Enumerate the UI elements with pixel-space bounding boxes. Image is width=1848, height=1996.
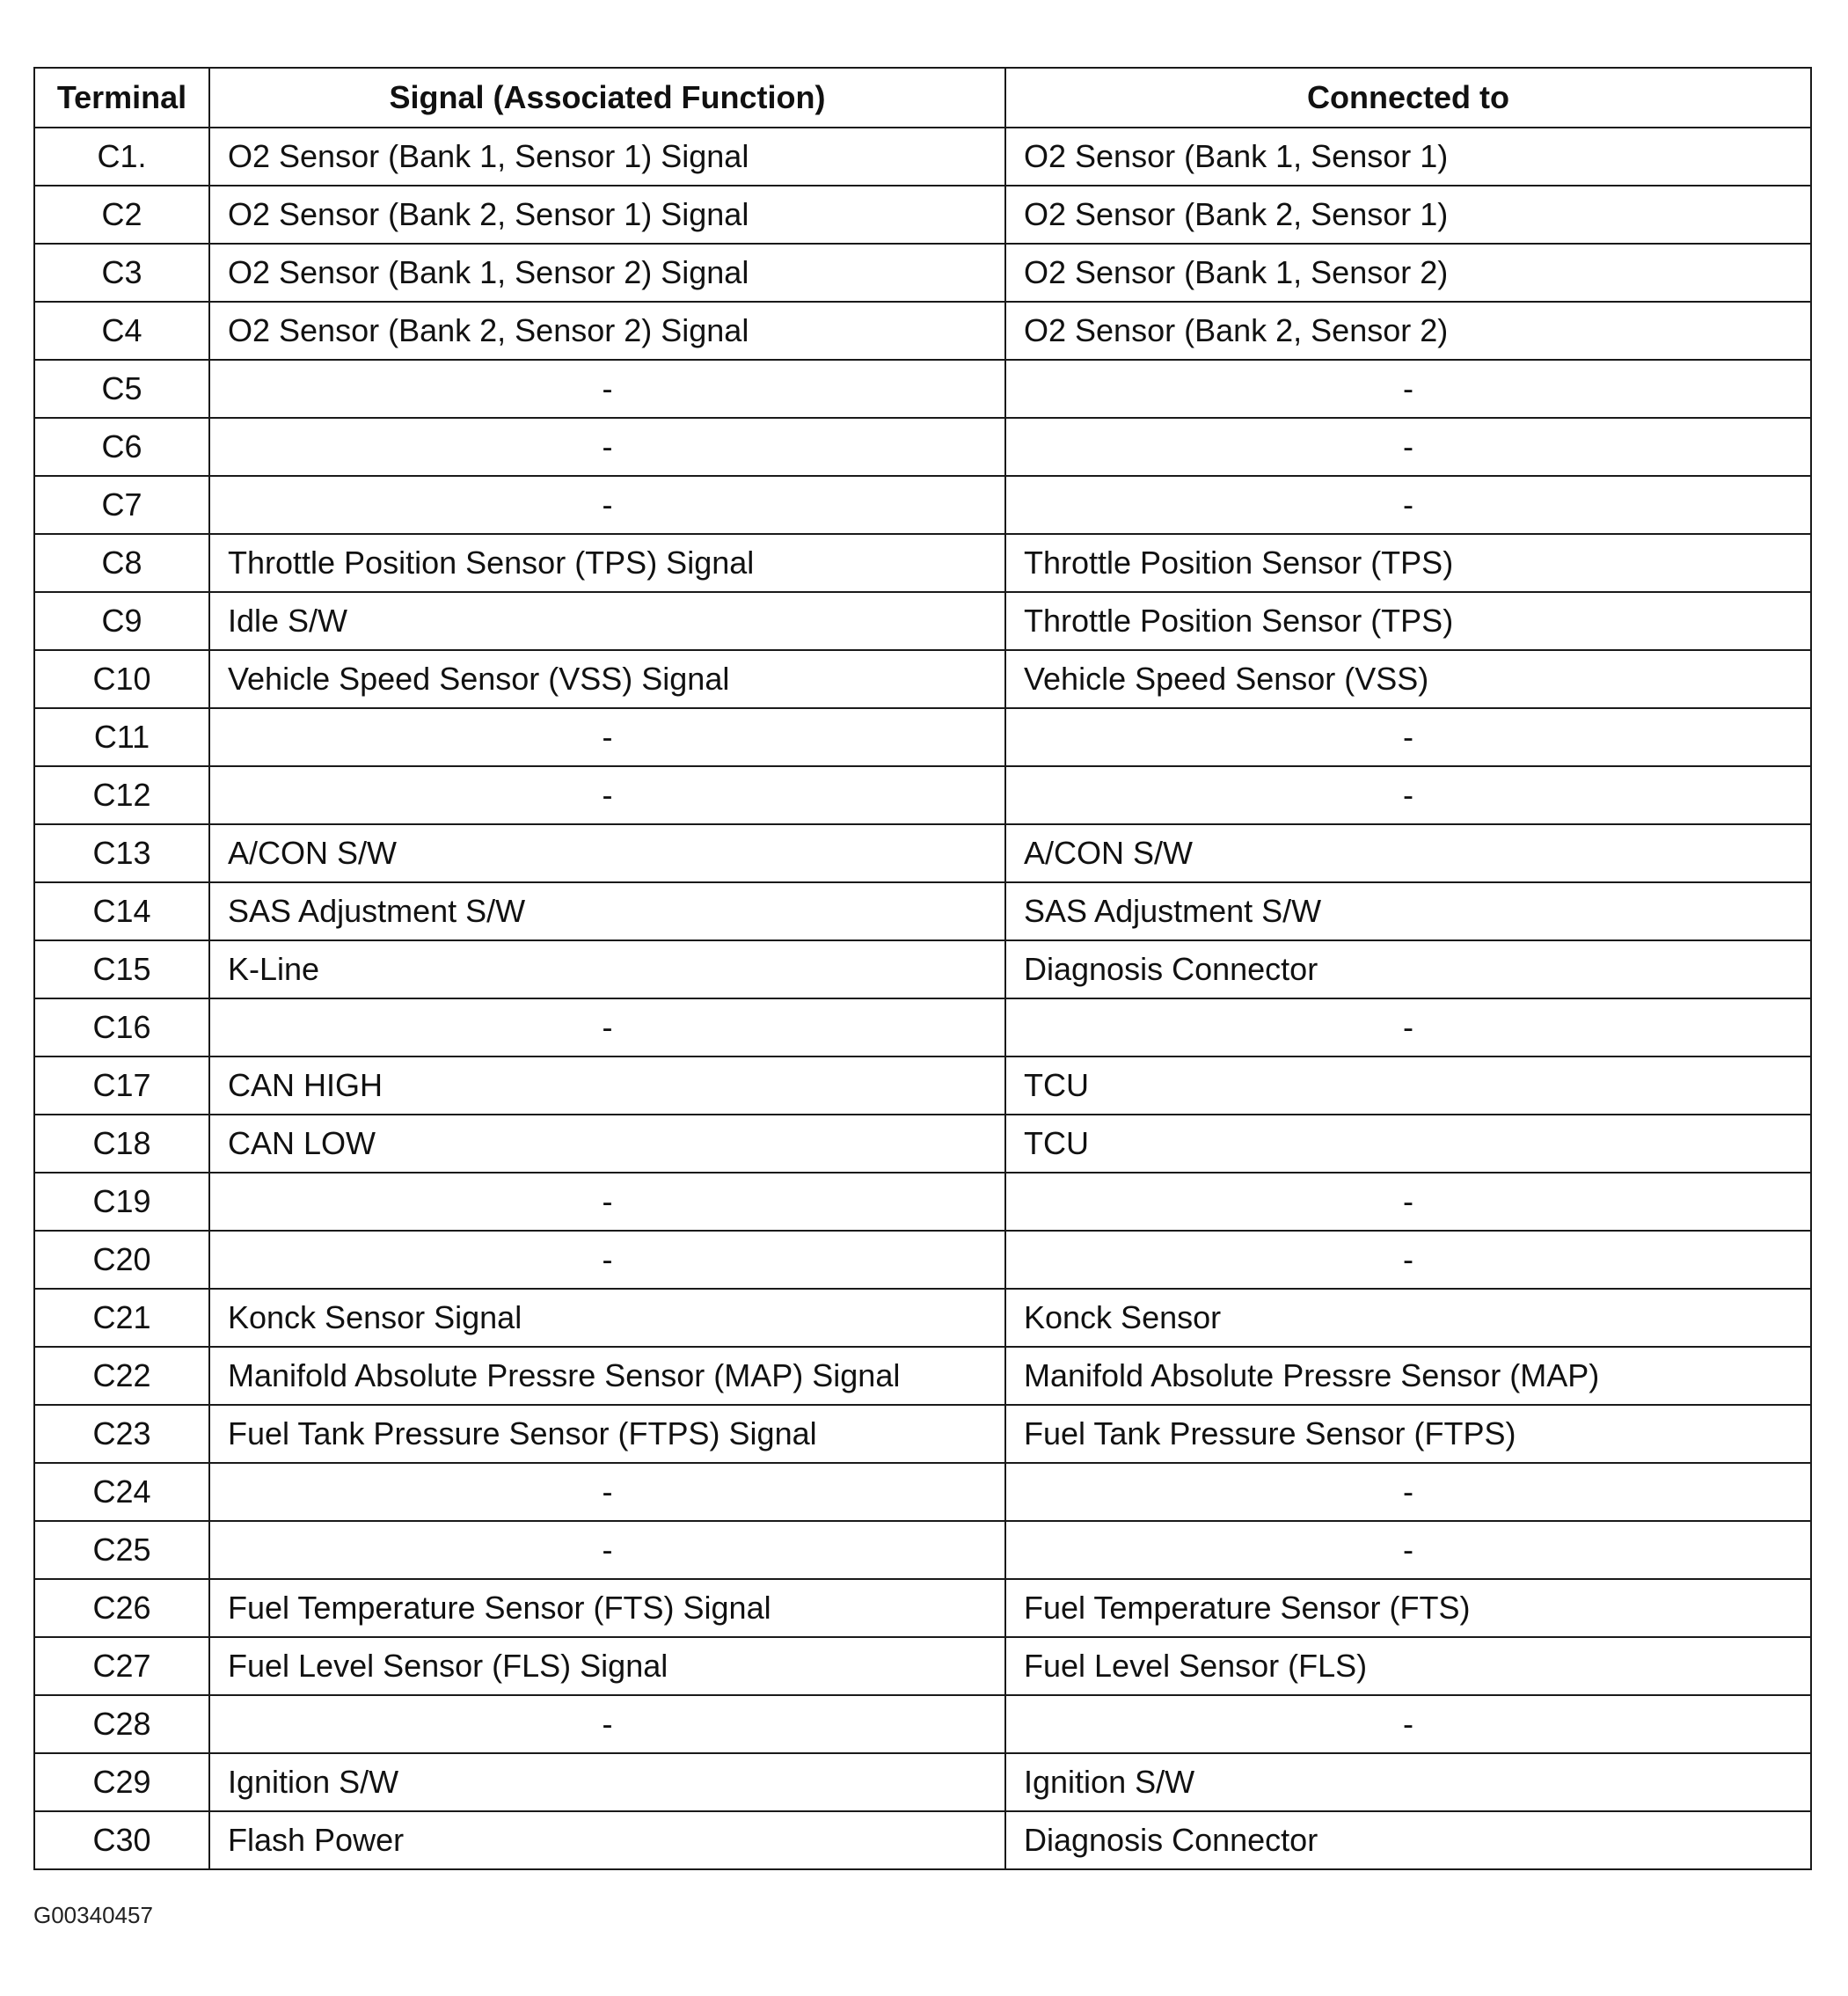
cell-connected-to: Diagnosis Connector bbox=[1005, 1811, 1811, 1869]
cell-terminal: C1. bbox=[34, 128, 209, 186]
cell-connected-to: - bbox=[1005, 1463, 1811, 1521]
cell-connected-to: Diagnosis Connector bbox=[1005, 940, 1811, 998]
cell-connected-to: Konck Sensor bbox=[1005, 1289, 1811, 1347]
cell-connected-to: - bbox=[1005, 1521, 1811, 1579]
cell-signal: Idle S/W bbox=[209, 592, 1005, 650]
cell-connected-to: Vehicle Speed Sensor (VSS) bbox=[1005, 650, 1811, 708]
cell-connected-to: SAS Adjustment S/W bbox=[1005, 882, 1811, 940]
table-row bbox=[34, 128, 1811, 186]
cell-signal: - bbox=[209, 476, 1005, 534]
table-row bbox=[34, 1115, 1811, 1173]
cell-signal: - bbox=[209, 418, 1005, 476]
cell-signal: CAN LOW bbox=[209, 1115, 1005, 1173]
cell-signal: - bbox=[209, 1231, 1005, 1289]
cell-terminal: C14 bbox=[34, 882, 209, 940]
table-row bbox=[34, 1231, 1811, 1289]
cell-signal: - bbox=[209, 1521, 1005, 1579]
cell-connected-to: Throttle Position Sensor (TPS) bbox=[1005, 592, 1811, 650]
cell-terminal: C30 bbox=[34, 1811, 209, 1869]
cell-connected-to: - bbox=[1005, 1173, 1811, 1231]
cell-terminal: C23 bbox=[34, 1405, 209, 1463]
cell-signal: O2 Sensor (Bank 1, Sensor 2) Signal bbox=[209, 244, 1005, 302]
cell-terminal: C5 bbox=[34, 360, 209, 418]
cell-connected-to: - bbox=[1005, 1695, 1811, 1753]
table-row bbox=[34, 1579, 1811, 1637]
table-row bbox=[34, 1811, 1811, 1869]
cell-signal: Vehicle Speed Sensor (VSS) Signal bbox=[209, 650, 1005, 708]
cell-terminal: C28 bbox=[34, 1695, 209, 1753]
cell-signal: Fuel Level Sensor (FLS) Signal bbox=[209, 1637, 1005, 1695]
cell-terminal: C6 bbox=[34, 418, 209, 476]
cell-terminal: C11 bbox=[34, 708, 209, 766]
cell-signal: - bbox=[209, 708, 1005, 766]
cell-connected-to: Fuel Temperature Sensor (FTS) bbox=[1005, 1579, 1811, 1637]
cell-connected-to: Fuel Tank Pressure Sensor (FTPS) bbox=[1005, 1405, 1811, 1463]
cell-terminal: C10 bbox=[34, 650, 209, 708]
cell-connected-to: - bbox=[1005, 360, 1811, 418]
table-row bbox=[34, 1056, 1811, 1115]
cell-terminal: C19 bbox=[34, 1173, 209, 1231]
cell-signal: - bbox=[209, 360, 1005, 418]
cell-signal: - bbox=[209, 1695, 1005, 1753]
cell-signal: O2 Sensor (Bank 2, Sensor 1) Signal bbox=[209, 186, 1005, 244]
cell-terminal: C25 bbox=[34, 1521, 209, 1579]
table-row bbox=[34, 766, 1811, 824]
table-row bbox=[34, 708, 1811, 766]
cell-signal: Throttle Position Sensor (TPS) Signal bbox=[209, 534, 1005, 592]
cell-terminal: C16 bbox=[34, 998, 209, 1056]
cell-signal: - bbox=[209, 766, 1005, 824]
table-row bbox=[34, 592, 1811, 650]
cell-signal: O2 Sensor (Bank 1, Sensor 1) Signal bbox=[209, 128, 1005, 186]
cell-signal: O2 Sensor (Bank 2, Sensor 2) Signal bbox=[209, 302, 1005, 360]
table-row bbox=[34, 1521, 1811, 1579]
cell-signal: Konck Sensor Signal bbox=[209, 1289, 1005, 1347]
cell-terminal: C20 bbox=[34, 1231, 209, 1289]
cell-signal: Flash Power bbox=[209, 1811, 1005, 1869]
cell-terminal: C4 bbox=[34, 302, 209, 360]
header-connected-to: Connected to bbox=[1005, 68, 1811, 128]
table-row bbox=[34, 302, 1811, 360]
cell-connected-to: - bbox=[1005, 766, 1811, 824]
table-row bbox=[34, 1753, 1811, 1811]
table-row bbox=[34, 998, 1811, 1056]
cell-terminal: C29 bbox=[34, 1753, 209, 1811]
cell-terminal: C26 bbox=[34, 1579, 209, 1637]
cell-signal: A/CON S/W bbox=[209, 824, 1005, 882]
figure-code: G00340457 bbox=[33, 1902, 153, 1928]
cell-connected-to: O2 Sensor (Bank 2, Sensor 2) bbox=[1005, 302, 1811, 360]
table-row bbox=[34, 360, 1811, 418]
table-row bbox=[34, 1347, 1811, 1405]
table-body bbox=[34, 128, 1811, 1869]
table-row bbox=[34, 1637, 1811, 1695]
cell-connected-to: - bbox=[1005, 1231, 1811, 1289]
cell-signal: CAN HIGH bbox=[209, 1056, 1005, 1115]
table-row bbox=[34, 476, 1811, 534]
header-terminal: Terminal bbox=[34, 68, 209, 128]
cell-connected-to: O2 Sensor (Bank 2, Sensor 1) bbox=[1005, 186, 1811, 244]
cell-signal: - bbox=[209, 1173, 1005, 1231]
cell-terminal: C13 bbox=[34, 824, 209, 882]
cell-connected-to: O2 Sensor (Bank 1, Sensor 1) bbox=[1005, 128, 1811, 186]
cell-connected-to: Fuel Level Sensor (FLS) bbox=[1005, 1637, 1811, 1695]
cell-terminal: C9 bbox=[34, 592, 209, 650]
cell-terminal: C2 bbox=[34, 186, 209, 244]
cell-signal: Manifold Absolute Pressre Sensor (MAP) Signal bbox=[209, 1347, 1005, 1405]
cell-connected-to: - bbox=[1005, 418, 1811, 476]
table-row bbox=[34, 650, 1811, 708]
cell-terminal: C18 bbox=[34, 1115, 209, 1173]
terminal-table-container bbox=[33, 67, 1810, 1870]
cell-connected-to: A/CON S/W bbox=[1005, 824, 1811, 882]
cell-terminal: C24 bbox=[34, 1463, 209, 1521]
table-row bbox=[34, 940, 1811, 998]
cell-terminal: C21 bbox=[34, 1289, 209, 1347]
cell-connected-to: O2 Sensor (Bank 1, Sensor 2) bbox=[1005, 244, 1811, 302]
cell-connected-to: - bbox=[1005, 708, 1811, 766]
cell-signal: SAS Adjustment S/W bbox=[209, 882, 1005, 940]
table-row bbox=[34, 1695, 1811, 1753]
cell-signal: - bbox=[209, 1463, 1005, 1521]
table-row bbox=[34, 1405, 1811, 1463]
table-row bbox=[34, 186, 1811, 244]
table-row bbox=[34, 1289, 1811, 1347]
cell-terminal: C22 bbox=[34, 1347, 209, 1405]
table-row bbox=[34, 418, 1811, 476]
cell-signal: Fuel Tank Pressure Sensor (FTPS) Signal bbox=[209, 1405, 1005, 1463]
table-row bbox=[34, 1173, 1811, 1231]
table-row bbox=[34, 534, 1811, 592]
table-header-row bbox=[34, 68, 1811, 128]
cell-terminal: C7 bbox=[34, 476, 209, 534]
cell-signal: Ignition S/W bbox=[209, 1753, 1005, 1811]
cell-terminal: C27 bbox=[34, 1637, 209, 1695]
table-row bbox=[34, 244, 1811, 302]
header-signal: Signal (Associated Function) bbox=[209, 68, 1005, 128]
table-row bbox=[34, 1463, 1811, 1521]
cell-signal: - bbox=[209, 998, 1005, 1056]
cell-connected-to: Manifold Absolute Pressre Sensor (MAP) bbox=[1005, 1347, 1811, 1405]
cell-terminal: C15 bbox=[34, 940, 209, 998]
cell-connected-to: - bbox=[1005, 476, 1811, 534]
cell-connected-to: - bbox=[1005, 998, 1811, 1056]
cell-terminal: C12 bbox=[34, 766, 209, 824]
cell-signal: Fuel Temperature Sensor (FTS) Signal bbox=[209, 1579, 1005, 1637]
cell-connected-to: Ignition S/W bbox=[1005, 1753, 1811, 1811]
cell-terminal: C8 bbox=[34, 534, 209, 592]
table-row bbox=[34, 882, 1811, 940]
terminal-table bbox=[33, 67, 1812, 1870]
cell-terminal: C17 bbox=[34, 1056, 209, 1115]
cell-signal: K-Line bbox=[209, 940, 1005, 998]
cell-connected-to: Throttle Position Sensor (TPS) bbox=[1005, 534, 1811, 592]
cell-terminal: C3 bbox=[34, 244, 209, 302]
cell-connected-to: TCU bbox=[1005, 1115, 1811, 1173]
table-row bbox=[34, 824, 1811, 882]
cell-connected-to: TCU bbox=[1005, 1056, 1811, 1115]
